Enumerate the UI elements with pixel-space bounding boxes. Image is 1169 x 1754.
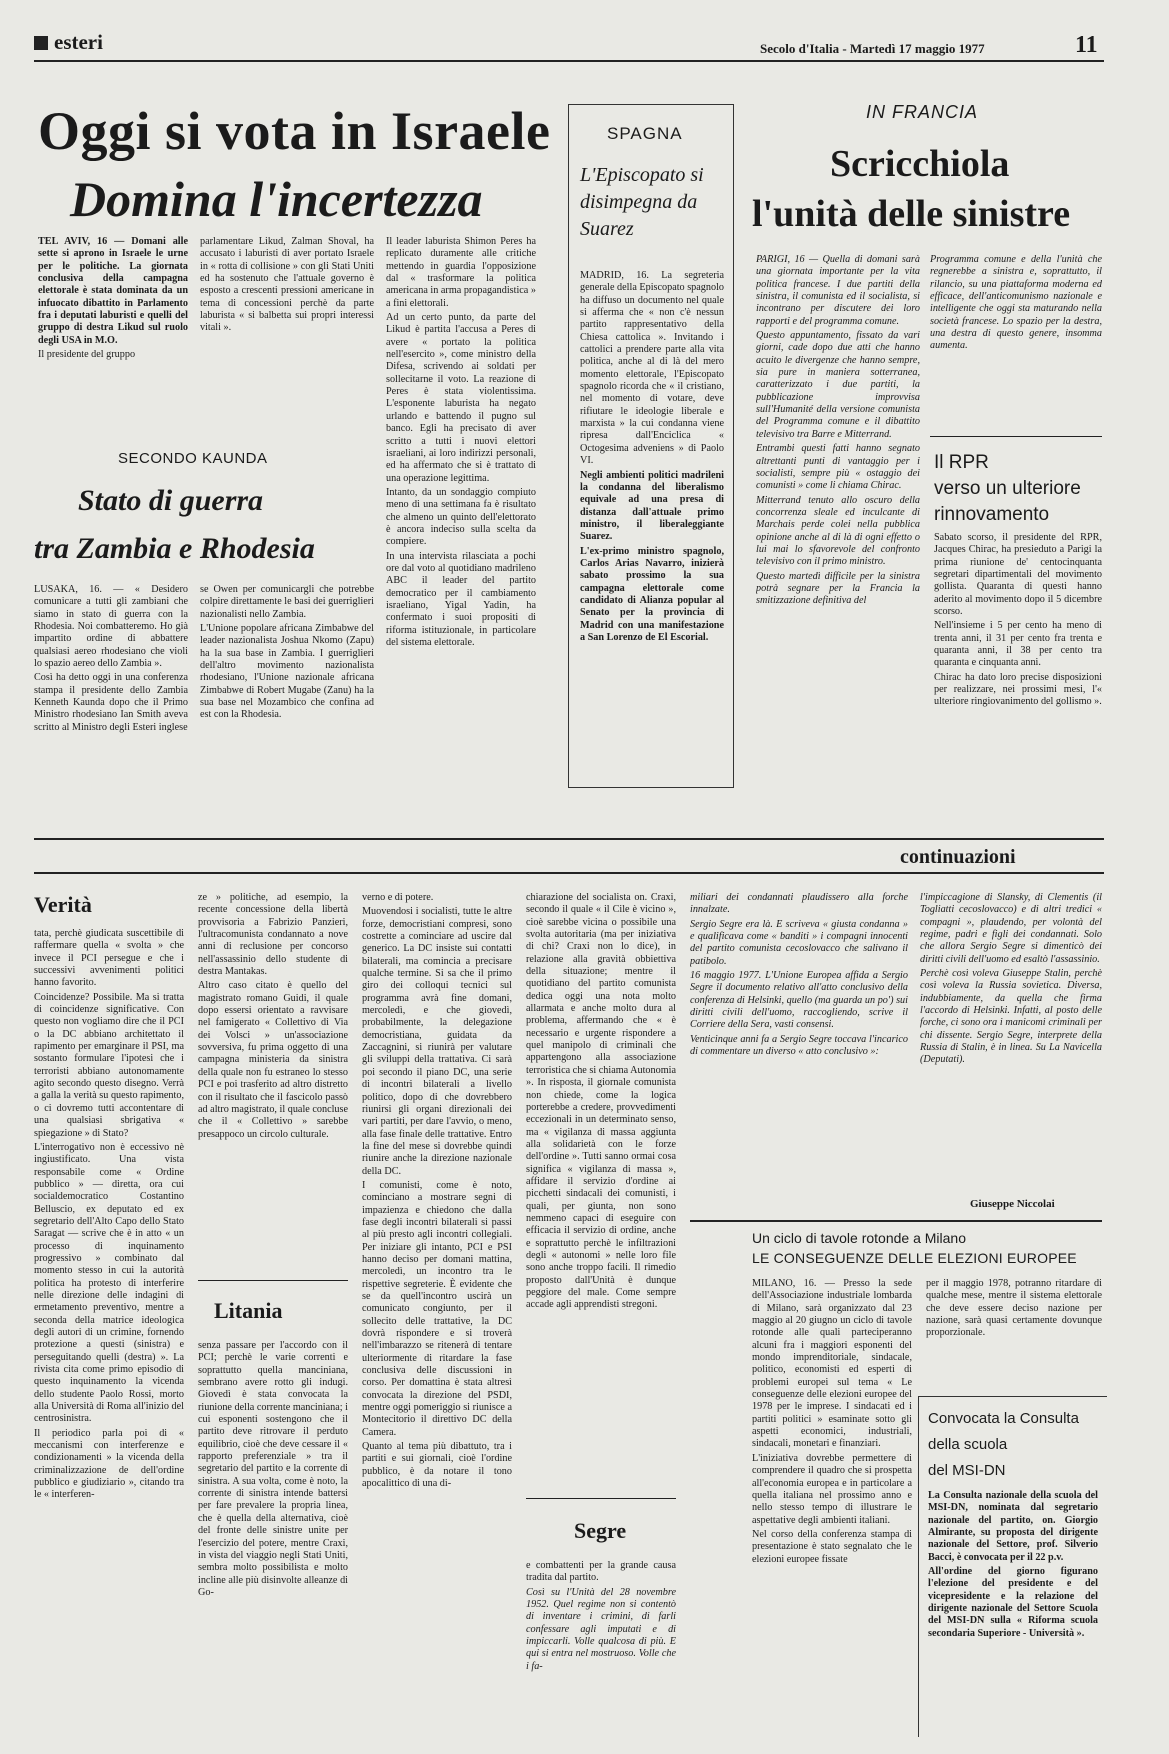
rpr-title-line3: rinnovamento <box>934 504 1050 525</box>
kaunda-col2 <box>200 584 374 808</box>
rpr-title-line2: verso un ulteriore <box>934 478 1081 499</box>
francia-col1-text-c: Entrambi questi fatti hanno segnato altrettanti punti di vantaggio per i socialisti, sempre più « ostaggio dei comunisti » come li chiama Chirac. <box>756 443 920 492</box>
msi-body-text-2: All'ordine del giorno figurano l'elezione del presidente e del vicepresidente e la relazione del dirigente nazionale del Settore Scuola del MSI-DN sulla « Riforma scuola secondaria Superiore - Università ». <box>928 1566 1098 1639</box>
spagna-body-text: MADRID, 16. La segreteria generale della Episcopato spagnolo ha diffuso un documento nel quale si afferma che « non c'è nessun partito rappresentativo della Chiesa cattolica ». Invitando i cattolici a prendere parte alla vita politica, anche al di là del mero momento elettorale, l'Episcopato spagnolo ricorda che « il cristiano, nel momento di votare, deve rifiutare le ideologie liberale e marxista » la cui condanna viene ripresa dall'Enciclica « Octogesima adveniens » di Paolo VI. <box>580 270 724 467</box>
verita-col1-text-d: Il periodico parla poi di « meccanismi con interferenze e condizionamenti » la vicenda della criminalizzazione de dell'ordine pubblico e giudiziario », citando tra le « interferen- <box>34 1427 184 1501</box>
msi-title-line2: della scuola <box>928 1436 1008 1453</box>
francia-col1-text-d: Mitterrand tenuto allo oscuro della concorrenza sleale ed inculcante di Marchais perde colei nella pubblica opinione anche al di là di ogni effetto o lui mai lo sfavorevole del confronto televisivo con il primo ministro. <box>756 494 920 568</box>
header-rule <box>34 60 1104 62</box>
continuazioni-rule-top <box>34 838 1104 840</box>
milano-kicker: Un ciclo di tavole rotonde a Milano <box>752 1230 967 1246</box>
milano-col1-text-c: Nel corso della conferenza stampa di presentazione è stato segnalato che le elezioni europee fissate <box>752 1528 912 1565</box>
litania-col3 <box>362 892 512 1736</box>
kaunda-col2-text: se Owen per comunicargli che potrebbe colpire direttamente le basi dei guerriglieri nazionalisti nello Zambia. <box>200 584 374 620</box>
litania-col4 <box>526 892 676 1492</box>
francia-rpr-divider <box>930 436 1102 437</box>
rpr-body <box>934 532 1102 812</box>
francia-title-line1: Scricchiola <box>830 143 1010 185</box>
section-marker-icon <box>34 36 48 50</box>
litania-col2 <box>198 1340 348 1736</box>
segre-col5-text-b: Sergio Segre era là. E scriveva « giusta condanna » e qualificava come « banditi » i compagni innocenti del partito comunista cecoslovacco che salivano il patibolo. <box>690 918 908 967</box>
francia-col2 <box>930 254 1102 414</box>
page-number: 11 <box>1075 32 1098 58</box>
msi-body-text: La Consulta nazionale della scuola del MSI-DN, nominata dal segretario nazionale del partito, on. Giorgio Almirante, su proposta del dirigente nazionale del Settore, prof. Silverio Bacci, è convocata per il 22 p.v. <box>928 1490 1098 1563</box>
verita-col1-text-b: Coincidenze? Possibile. Ma si tratta di coincidenze significative. Con questo non vogliamo dire che il PCI o la DC abbiano architettato il rapimento per emarginare il PSI, ma sostanto formulare l'ipotesi che i terroristi abbiano autonomamente agito secondo questo disegno. Verrà a galla la verità su questo rapimento, o ci dovremo tutti accontentare di una qualsiasi sbrigativa « spiegazione » di Stato? <box>34 991 184 1139</box>
israele-col1-text-b: Il presidente del gruppo <box>38 349 136 361</box>
israele-col1-text: TEL AVIV, 16 — Domani alle sette si aprono in Israele le urne per le politiche. La giornata conclusiva della campagna elettorale è stata dominata da un infuocato dibattito in Parlamento fra i deputati laburisti e quelli del gruppo di destra Likud sul ruolo degli USA in M.O. <box>38 236 188 346</box>
msi-body <box>928 1490 1098 1734</box>
spagna-title: L'Episcopato si disimpegna da Suarez <box>580 164 704 240</box>
francia-col1-text: PARIGI, 16 — Quella di domani sarà una giornata importante per la vita politica francese. I due partiti della sinistra, il comunista ed il socialista, si incontrano per discutere dei loro rapporti e del programma comune. <box>756 254 920 327</box>
segre-col6-text: l'impiccagione di Slansky, di Clementis (il Togliatti cecoslovacco) e di altri tredici « compagni », plaudendo, per volontà del regime, padri e figli dei condannati. Solo che allora Sergio Segre si dimenticò dei diritti civili dell'uomo ed esaltò l'assassinio. <box>920 892 1102 965</box>
milano-rule-top <box>690 1220 1102 1222</box>
verita-col1-text: tata, perchè giudicata suscettibile di raffermare quella « svolta » che invece il PCI persegue e che i successivi avvenimenti politici hanno favorito. <box>34 928 184 989</box>
segre-col4 <box>526 1560 676 1736</box>
msi-title-line1: Convocata la Consulta <box>928 1410 1079 1427</box>
verita-col2-text: ze » politiche, ad esempio, la recente concessione della libertà provvisoria a Fabrizio Panzieri, l'ultracomunista condannato a nove anni di reclusione per concorso nell'assassinio dello studente di destra Mantakas. <box>198 892 348 978</box>
litania-col3-text: verno e di potere. <box>362 892 434 903</box>
milano-title: LE CONSEGUENZE DELLE ELEZIONI EUROPEE <box>752 1250 1077 1266</box>
segre-col5-text-c: 16 maggio 1977. L'Unione Europea affida a Sergio Segre il documento relativo all'atto conclusivo della conferenza di Helsinki, quello (ma guarda un po') sui diritti civili dell'uomo, raccogliendo, scrive il Corriere della Sera, vasti consensi. <box>690 970 908 1031</box>
kaunda-col1-text: LUSAKA, 16. — « Desidero comunicare a tutti gli zambiani che siamo in stato di guerra con la Rhodesia. Noi combatteremo. Ho già impartito ordine di abbattere qualsiasi aereo rhodesiano che violi lo spazio aereo dello Zambia ». <box>34 584 188 670</box>
israele-title: Oggi si vota in Israele <box>38 101 551 161</box>
segre-col4-text-b: Così su l'Unità del 28 novembre 1952. Quel regime non si contentò di inventare i crimini, di farli confessare agli imputati e di impiccarli. Volle qualcosa di più. E qui si entra nel mostruoso. Volle che i fa- <box>526 1586 676 1672</box>
spagna-kicker: SPAGNA <box>607 124 683 143</box>
verita-col1 <box>34 928 184 1736</box>
rpr-body-text: Sabato scorso, il presidente del RPR, Jacques Chirac, ha presieduto a Parigi la prima riunione de' centocinquanta segretari dipartimentali del movimento gollista. Quaranta di questi hanno aderito al movimento dopo il 5 dicembre scorso. <box>934 532 1102 618</box>
israele-col3-text-b: Ad un certo punto, da parte del Likud è partita l'accusa a Peres di avere « portato la politica nell'esercito », come ministro della Difesa, scrivendo ai soldati per sollecitarne il voto. La reazione di Peres è stata violentissima. L'esponente laburista ha negato urlando e battendo il pugno sul banco. Egli ha precisato di aver scritto a tutti i nuovi elettori israeliani, ai loro indirizzi personali, ed ha affermato che si è trattato di una operazione legittima. <box>386 312 536 484</box>
segre-col6-text-b: Perchè così voleva Giuseppe Stalin, perchè così voleva la Russia sovietica. Diversa, indubbiamente, da quella che firma l'accordo di Helsinki. Infatti, al posto delle forche, ci sono ora i manicomi criminali per chi dissente. Sergio Segre, interprete della Russia di Stalin, è in linea. Su La Navicella (Deputati). <box>920 968 1102 1066</box>
kaunda-col1 <box>34 584 188 808</box>
litania-col2-text: senza passare per l'accordo con il PCI; perchè le varie correnti e soprattutto quella manciniana, sembrano avere rotto gli indugi. Giovedì è stata convocata la riunione della corrente manciniana; i cui esponenti sostengono che il partito deve ritrovare il perduto equilibrio, cioè che deve cessare il « rapporto preferenziale » tra il segretario del partito e la corrente di sinistra. A sua volta, come è noto, la corrente di sinistra intende battersi per fare prevalere la propria linea, che è quella della alternativa, cioè del fronte delle sinistre unite per l'esercizio del potere, mentre Craxi, in vista del viaggio negli Stati Uniti, sembra molto possibilista e molto incline alle più disinvolte alleanze di Go- <box>198 1340 348 1598</box>
francia-title-line2: l'unità delle sinistre <box>752 193 1071 235</box>
francia-col2-text: Programma comune e della l'unità che regnerebbe a sinistra e, soprattutto, il rilancio, su una piattaforma moderna ed efficace, dell'anticomunismo nazionale e intelligente che oggi sta maturando nella società francese. Lo spazio per la destra, una destra di questo genere, insomma aumenta. <box>930 254 1102 352</box>
segre-signature: Giuseppe Niccolai <box>970 1198 1055 1210</box>
israele-subtitle: Domina l'incertezza <box>70 171 483 227</box>
verita-col1-text-c: L'interrogativo non è eccessivo nè ingiustificato. Una vista responsabile come « Ordine pubblico » — diretta, ora cui socialdemocratico Costantino Belluscio, ex deputato ed ex segretario dell'Alto Capo dello Stato Saragat — scrive che è in atto « un processo di inquinamento progressivo » combinato dal momento stesso in cui la autorità politica ha protesto di interferire nelle direzione delle indagini di ermetamento preventivo, mentre a seconda della matrice ideologica degli autori di un crimine, fornendo protezione a questi (sinistra) e perseguitando quelli (destra) ». La rivista cita come primo episodio di questo inquinamento la vicenda dello studente Paolo Rossi, morto alla Università di Roma all'inizio del centrosinistra. <box>34 1141 184 1425</box>
francia-kicker: IN FRANCIA <box>866 102 979 122</box>
segre-col5-text: miliari dei condannati plaudissero alla forche innalzate. <box>690 892 908 916</box>
milano-col1 <box>752 1278 912 1740</box>
kaunda-col1-text-b: Così ha detto oggi in una conferenza stampa il presidente dello Zambia Kenneth Kaunda dopo che il Primo Ministro rhodesiano Ian Smith aveva scritto al Ministro degli Esteri inglese <box>34 672 188 733</box>
israele-col2-text: parlamentare Likud, Zalman Shoval, ha accusato i laburisti di aver portato Israele in « rotta di collisione » con gli Stati Uniti ed ha sostenuto che l'attuale governo è esposto a crescenti pressioni americane in tema di concessioni perchè da parte laburista « si balbetta sui propri interessi vitali ». <box>200 236 374 334</box>
israele-col1 <box>38 236 188 414</box>
spagna-body-text-3: L'ex-primo ministro spagnolo, Carlos Arias Navarro, inizierà sabato prossimo la sua campagna elettorale come candidato di Alianza popular al Senato per la provincia di Madrid con una manifestazione a San Lorenzo de El Escorial. <box>580 545 724 643</box>
israele-col2 <box>200 236 374 414</box>
milano-col1-text: MILANO, 16. — Presso la sede dell'Associazione industriale lombarda di Milano, sarà organizzato dal 23 maggio al 20 giugno un ciclo di tavole rotonde alle quali parteciperanno alcuni fra i maggiori esponenti del mondo imprenditoriale, sindacale, politico, economisti ed esperti di problemi europei sul tema « Le conseguenze delle elezioni europee del 1978 per le imprese. I sindacati ed i partiti politici » esaminate sotto gli aspetti economici, industriali, sindacali, monetari e finanziari. <box>752 1278 912 1450</box>
kaunda-title-line1: Stato di guerra <box>78 484 264 517</box>
rpr-title-line1: Il RPR <box>934 452 989 473</box>
milano-col2-text: per il maggio 1978, potranno ritardare di qualche mese, mentre il sistema elettorale che deve essere deciso nazione per nazione, sarà quasi certamente dovunque proporzionale. <box>926 1278 1102 1339</box>
litania-divider <box>198 1280 348 1281</box>
verita-title: Verità <box>34 892 92 917</box>
continuazioni-rule-bottom <box>34 872 1104 874</box>
header-date: Secolo d'Italia - Martedì 17 maggio 1977 <box>760 41 985 56</box>
section-label: esteri <box>54 30 103 54</box>
rpr-body-text-2: Nell'insieme i 5 per cento ha meno di trenta anni, il 31 per cento fra trenta e quaranta anni, il 38 per cento tra quaranta e cinquanta anni. <box>934 620 1102 669</box>
msi-title-line3: del MSI-DN <box>928 1462 1006 1479</box>
segre-col5 <box>690 892 908 1222</box>
milano-col1-text-b: L'iniziativa dovrebbe permettere di comprendere il quadro che si prospetta all'economia europea e in particolare a quella italiana nel prossimo anno e nello stesso tempo di illustrare le aspettative degli ambienti italiani. <box>752 1452 912 1526</box>
segre-title: Segre <box>574 1518 627 1543</box>
milano-col2 <box>926 1278 1102 1378</box>
verita-col2-text-b: Altro caso citato è quello del magistrato romano Guidi, il quale dopo essersi orientato a ravvisare nel famigerato « Collettivo di Via dei Volsci » un'associazione sovversiva, fu prima oggetto di una campagna ministeria da sinistra della quale non fu estraneo lo stesso PCI e poi trasferito ad altro distretto con il risultato che il fascicolo passò ad altro magistrato, il quale concluse che il « Collettivo » sarebbe presappoco un circolo culturale. <box>198 980 348 1140</box>
israele-col3-text: Il leader laburista Shimon Peres ha replicato duramente alle critiche mettendo in guardia l'opposizione dal « trasformare la politica americana in arma propagandistica » a fini elettorali. <box>386 236 536 309</box>
segre-col6 <box>920 892 1102 1192</box>
segre-col4-text: e combattenti per la grande causa tradita dal partito. <box>526 1560 676 1584</box>
spagna-body <box>580 270 724 780</box>
litania-title: Litania <box>214 1298 283 1323</box>
kaunda-title-line2: tra Zambia e Rhodesia <box>34 532 315 565</box>
kaunda-col2-text-b: L'Unione popolare africana Zimbabwe del leader nazionalista Joshua Nkomo (Zapu) ha la sua base in Zambia. I guerriglieri dell'altro movimento nazionalista rhodesiano, l'Unione nazionale africana Zimbabwe di Robert Mugabe (Zanu) ha la sua base nel Mozambico che confina ad est con la Rhodesia. <box>200 623 374 721</box>
verita-col2 <box>198 892 348 1270</box>
israele-col3-text-c: Intanto, da un sondaggio compiuto meno di una settimana fa è risultato che almeno un quinto dell'elettorato è ancora indeciso sulla scelta da compiere. <box>386 486 536 548</box>
segre-col5-text-d: Venticinque anni fa a Sergio Segre toccava l'incarico di commentare un diverso « atto conclusivo »: <box>690 1033 908 1058</box>
litania-col3-text-d: Quanto al tema più dibattuto, tra i partiti e sui giornali, cioè l'ordine pubblico, è da notare il tono apocalittico di una di- <box>362 1441 512 1490</box>
rpr-body-text-3: Chirac ha dato loro precise disposizioni per realizzare, nei prossimi mesi, l'« ulteriore ringiovanimento del gollismo ». <box>934 671 1102 708</box>
francia-col1-text-e: Questo martedì difficile per la sinistra potrà segnare per la Francia la smitizzazione definitiva del <box>756 570 920 607</box>
israele-col3-text-d: In una intervista rilasciata a pochi ore dal voto al quotidiano madrileno ABC il leader del partito democratico per il cambiamento israeliano, Yigal Yadin, ha confermato i suoi propositi di riforma istituzionale, in particolare del sistema elettorale. <box>386 550 536 648</box>
litania-col3-text-c: I comunisti, come è noto, cominciano a mostrare segni di impazienza e chiedono che dalla fase degli incontri bilaterali si passi al più presto agli incontri collegiali. Per iniziare gli intanto, PCI e PSI hanno deciso per domani mattina, mercoledì, un incontro tra le rispettive segreterie. È evidente che se da quell'incontro uscirà un comunicato congiunto, per il sollecito delle trattative, la DC dovrà rispondere e si troverà nell'imbarazzo se ritenerà di tentare ulteriormente di ritardare la fase conclusiva delle discussioni in corso. Per domattina è stata altresì convocata la direzione del PSDI, mentre oggi pomeriggio si riunisce a Montecitorio il direttivo DC della Camera. <box>362 1179 512 1438</box>
litania-col4-text: chiarazione del socialista on. Craxi, secondo il quale « il Cile è vicino », cioè sarebbe vicina o possibile una svolta autoritaria (ma per iniziativa di chi? Craxi non lo dice), in relazione alla gravità obbiettiva della situazione; mentre il quotidiano del partito comunista dedica oggi una nota molto allarmata e anche molto dura al problema, affermando che « è necessario e urgente rispondere a quel manipolo di criminali che appartengono alla associazione terroristica che si chiama Autonomia ». In risposta, il giornale comunista non chiede, come la logica porterebbe a credere, provvedimenti eccezionali in un determinato senso, ma « vigilanza di massa aggiunta alla solidarietà con le forze dell'ordine ». Tutti sanno ormai cosa significa « vigilanza di massa », affidare il servizio d'ordine ai picchetti sindacali dei comunisti, i quali, per giunta, non sono nemmeno capaci di eseguire con efficacia il servizio di ordine, anche e soprattutto perchè le infiltrazioni degli « autonomi » nelle loro file sono anche troppo facili. Il rimedio proposto dall'Unità è dunque peggiore del male. Come sempre accade agli apprendisti stregoni. <box>526 892 676 1311</box>
francia-col1-text-b: Questo appuntamento, fissato da vari giorni, cade dopo due atti che hanno acuito le divergenze che hanno sempre, sia pure in maniera sotterranea, caratterizzato i due partiti, la pubblicazione improvvisa sull'Humanité della versione comunista del Programma comune e il dibattito televisivo tra Barre e Mitterrand. <box>756 330 920 440</box>
litania-col3-text-b: Muovendosi i socialisti, tutte le altre forze, democristiani compresi, sono costrette a cominciare ad uscire dal generico. La DC insiste sui contatti bilaterali, ma comincia a precisare qualche termine. Si sa che il primo giro dei colloqui tecnici sul programma avrà fine domani, mercoledì, e che giovedì, probabilmente, la delegazione democristiana, guidata da Zaccagnini, si riunirà per valutare gli sviluppi della trattativa. Ci sarà poi secondo il piano DC, una serie di incontri bilaterali a livello politico, dopo di che dovrebbero riunirsi gli organi direzionali dei vari partiti, per dare l'avvio, o meno, alla fase finale delle trattative. Entro la fine del mese si dovrebbe quindi riunire anche la direzione nazionale della DC. <box>362 906 512 1177</box>
spagna-body-text-2: Negli ambienti politici madrileni la condanna del liberalismo equivale ad una presa di distanza dall'attuale primo ministro, il liberaleggiante Suarez. <box>580 469 724 543</box>
israele-col3 <box>386 236 536 808</box>
kaunda-kicker: SECONDO KAUNDA <box>118 450 268 467</box>
continuazioni-label: continuazioni <box>900 846 1016 868</box>
francia-col1 <box>756 254 920 814</box>
segre-divider <box>526 1498 676 1499</box>
